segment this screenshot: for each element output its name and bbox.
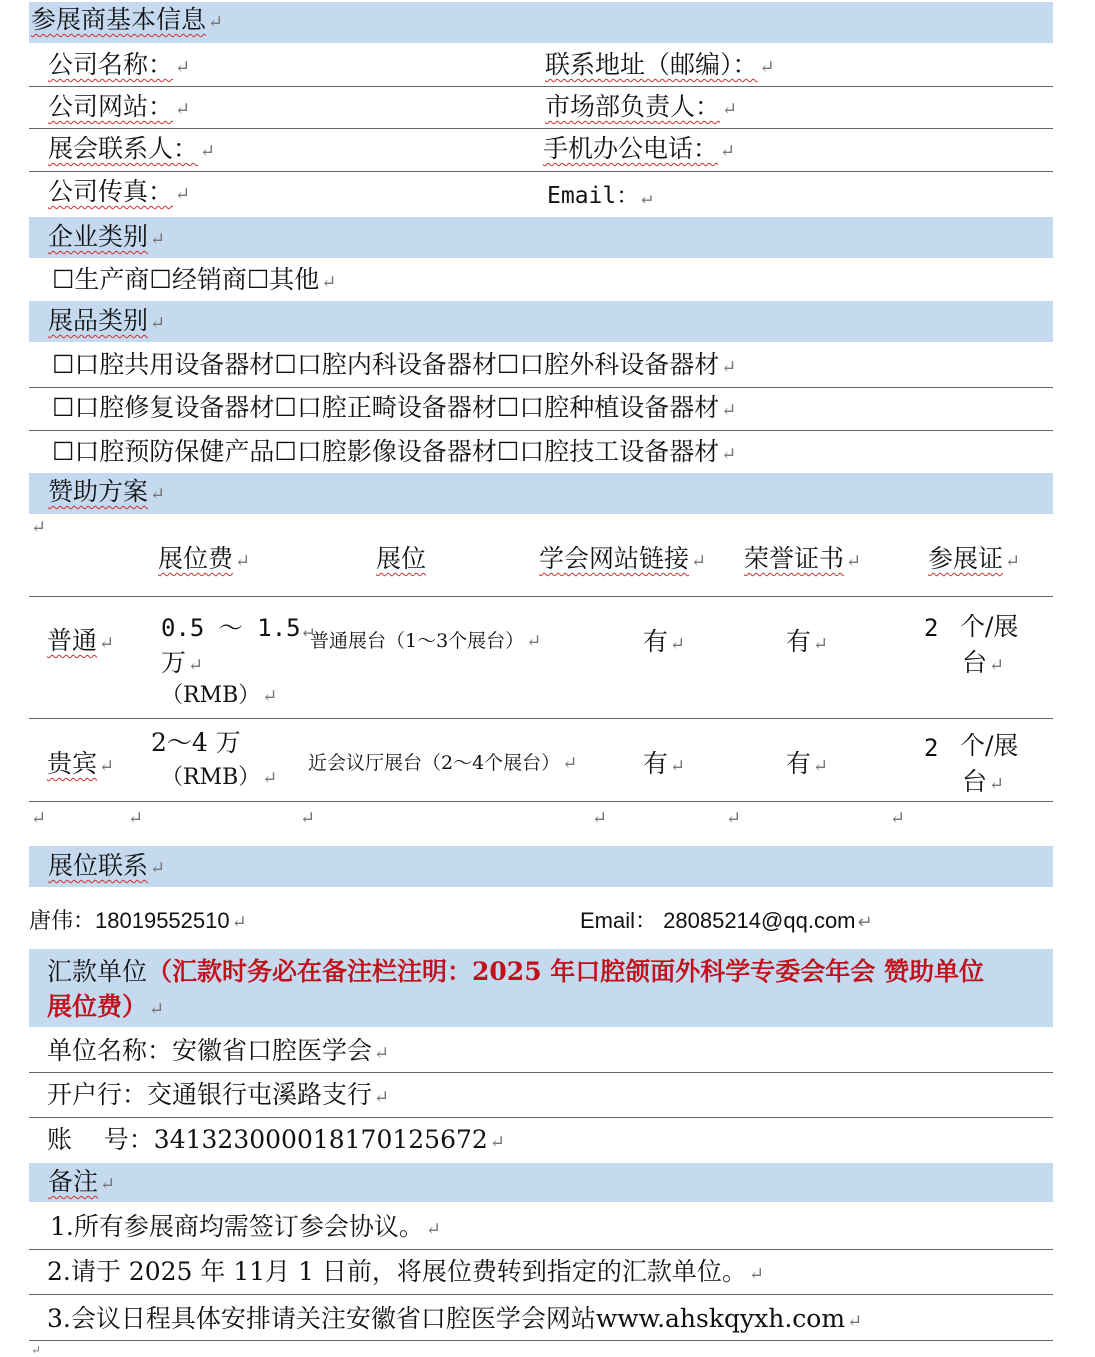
row-divider [29,1072,1053,1073]
sponsor-header-booth: 展位 [376,544,427,573]
product-type-band [29,301,1053,342]
sponsor-band [29,473,1053,514]
booth-contact-title: 展位联系 ↵ [48,851,166,880]
row-divider [29,387,1053,388]
remarks-item-1: 1.所有参展商均需签订参会协议。 ↵ [50,1212,441,1241]
booth-contact-phone: 18019552510 [95,908,230,933]
sponsor-row-fee-currency: （RMB） ↵ [161,683,278,708]
email-label: Email： ↵ [547,183,653,209]
sponsor-header-link: 学会网站链接 ↵ [539,544,707,573]
row-divider [29,1294,1053,1295]
remit-bank: 开户行：交通银行屯溪路支行 ↵ [47,1080,390,1109]
booth-contact-person: 唐伟：18019552510 ↵ [29,908,247,934]
remit-note-2: 展位费） ↵ [47,992,165,1021]
sponsor-row-fee-currency: （RMB） ↵ [161,765,278,790]
paragraph-mark: ↵ [31,517,47,538]
sponsor-row-level: 普通 ↵ [47,626,115,655]
sponsor-row-pass-unit: 个/展 [960,731,1019,760]
remarks-band [29,1163,1053,1202]
sponsor-row-pass-num: 2 [924,614,939,642]
paragraph-mark: ↵ [726,808,742,829]
product-type-title: 展品类别 ↵ [48,306,166,335]
fax-label: 公司传真： ↵ [48,177,191,206]
sponsor-row-fee: 2～4 万 [151,728,241,757]
row-divider [29,171,1053,172]
company-name-label: 公司名称： ↵ [48,50,191,79]
sponsor-row-cert: 有 ↵ [786,749,829,778]
sponsor-row-booth: 近会议厅展台（2～4个展台） ↵ [308,752,578,774]
row-divider [29,128,1053,129]
remit-note: （汇款时务必在备注栏注明：2025 年口腔颌面外科学专委会年会 赞助单位 [147,957,985,986]
remarks-title: 备注 ↵ [48,1167,116,1196]
remarks-item-2: 2.请于 2025 年 11月 1 日前，将展位费转到指定的汇款单位。 ↵ [47,1257,765,1286]
sponsor-row-pass-unit-2: 台 ↵ [962,648,1005,677]
row-divider [29,1117,1053,1118]
sponsor-header-cert: 荣誉证书 ↵ [744,544,862,573]
paragraph-mark: ↵ [128,808,144,829]
remit-account: 账 号：341323000018170125672 ↵ [47,1125,505,1154]
sponsor-header-pass: 参展证 ↵ [928,544,1021,573]
sponsor-row-booth: 普通展台（1～3个展台） ↵ [310,630,542,652]
company-type-options[interactable]: ☐生产商☐经销商☐其他 ↵ [52,265,337,294]
table-divider [29,596,1053,597]
paragraph-mark: ↵ [31,1343,42,1357]
remit-title: 汇款单位（汇款时务必在备注栏注明：2025 年口腔颌面外科学专委会年会 赞助单位 [47,957,985,986]
remarks-item-3[interactable]: 3.会议日程具体安排请关注安徽省口腔医学会网站www.ahskqyxh.com ↵ [47,1304,863,1333]
mobile-phone-label: 手机办公电话： ↵ [543,134,736,163]
sponsor-row-fee-unit: 万 ↵ [161,648,204,677]
product-type-row-3[interactable]: ☐口腔预防保健产品☐口腔影像设备器材☐口腔技工设备器材 ↵ [52,437,737,466]
sponsor-row-link: 有 ↵ [643,749,686,778]
row-divider [29,1249,1053,1250]
remit-unit-name: 单位名称：安徽省口腔医学会 ↵ [47,1036,390,1065]
company-type-title: 企业类别 ↵ [48,222,166,251]
booth-contact-email[interactable]: Email： 28085214@qq.com ↵ [580,908,873,933]
sponsor-row-pass-unit-2: 台 ↵ [962,767,1005,796]
sponsor-row-pass-num: 2 [924,734,939,762]
table-divider [29,801,1053,802]
paragraph-mark: ↵ [890,808,906,829]
sponsor-row-pass-unit: 个/展 [960,612,1019,641]
product-type-row-2[interactable]: ☐口腔修复设备器材☐口腔正畸设备器材☐口腔种植设备器材 ↵ [52,393,737,422]
sponsor-row-link: 有 ↵ [643,627,686,656]
sponsor-row-level: 贵宾 ↵ [47,749,115,778]
row-divider [29,1340,1053,1341]
exhibit-contact-label: 展会联系人： ↵ [48,134,216,163]
page-title: 参展商基本信息 ↵ [31,5,224,34]
marketing-head-label: 市场部负责人： ↵ [545,92,738,121]
row-divider [29,430,1053,431]
paragraph-mark: ↵ [31,808,47,829]
sponsor-row-fee: 0.5 ～ 1.5 ↵ [161,614,314,642]
sponsor-row-cert: 有 ↵ [786,627,829,656]
product-type-row-1[interactable]: ☐口腔共用设备器材☐口腔内科设备器材☐口腔外科设备器材 ↵ [52,350,737,379]
paragraph-mark: ↵ [300,808,316,829]
contact-address-label: 联系地址（邮编）： ↵ [545,50,775,79]
row-divider [29,86,1053,87]
booth-contact-band [29,846,1053,887]
table-divider [29,718,1053,719]
sponsor-title: 赞助方案 ↵ [48,477,166,506]
paragraph-mark: ↵ [592,808,608,829]
sponsor-header-fee: 展位费 ↵ [158,544,251,573]
website-label: 公司网站： ↵ [48,92,191,121]
company-type-band [29,217,1053,258]
